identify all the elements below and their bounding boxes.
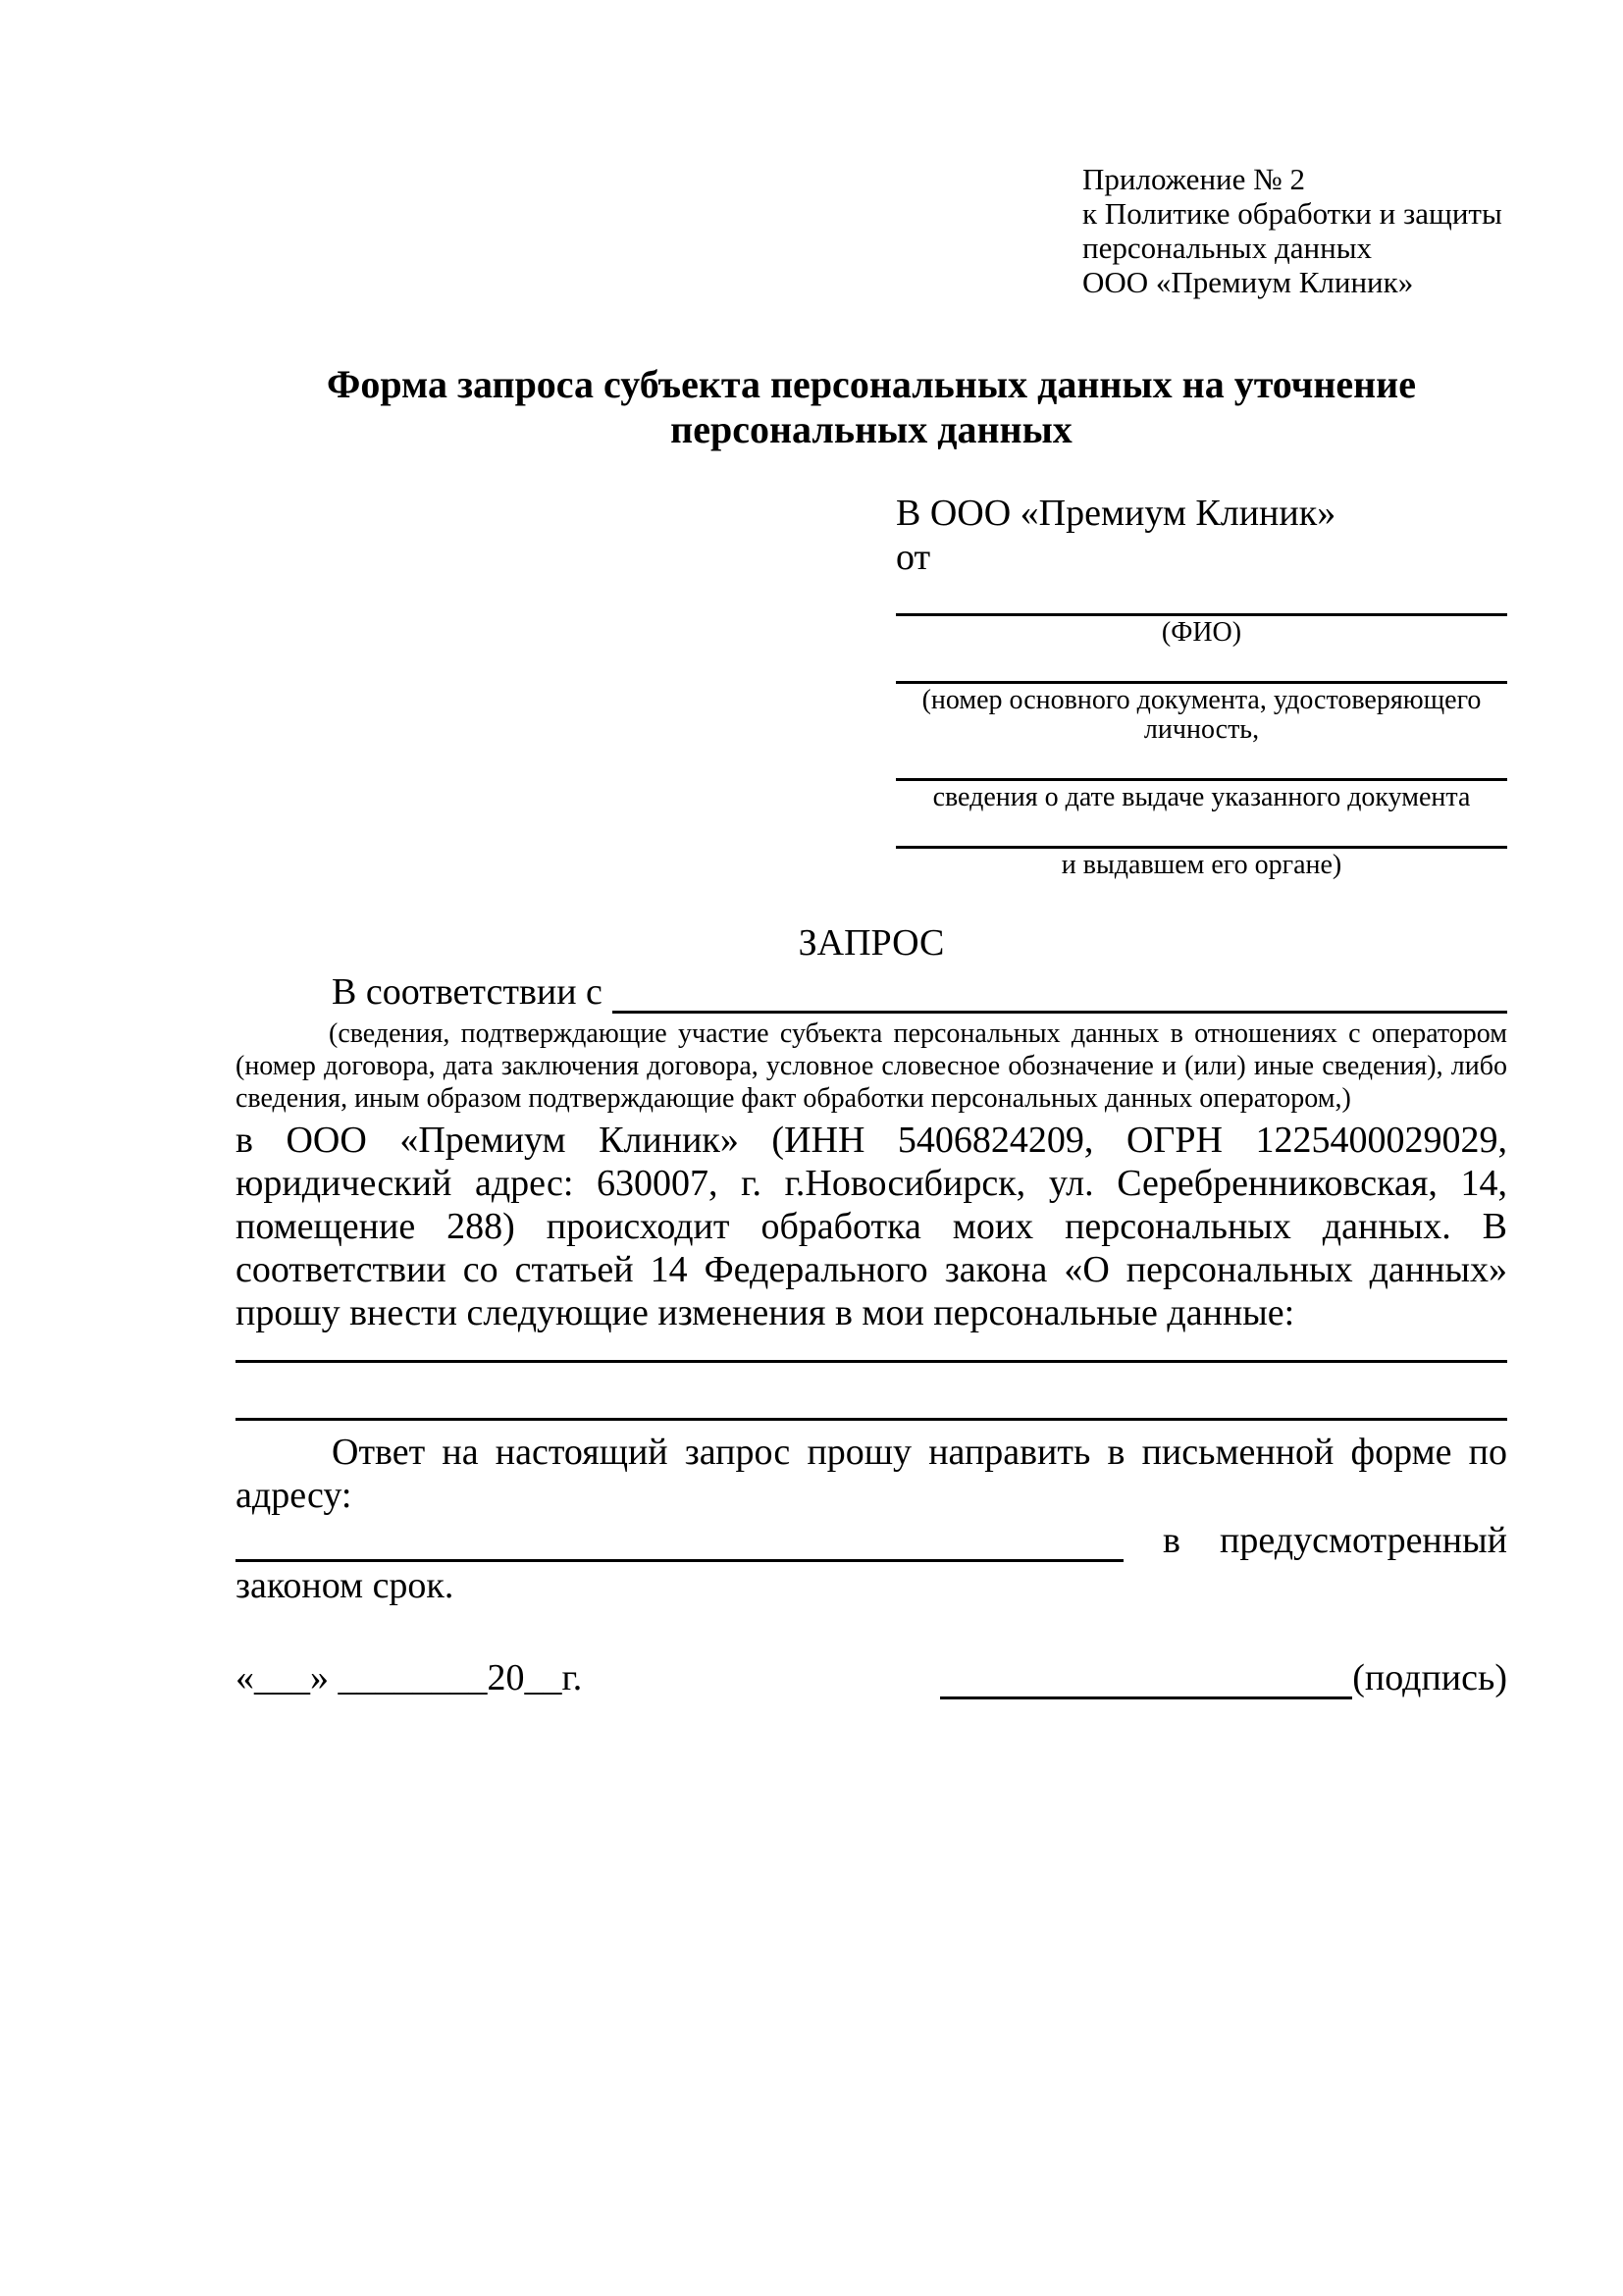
issuing-authority-caption: и выдавшем его органе) [1061, 850, 1342, 880]
document-title-line2: персональных данных [670, 407, 1073, 451]
request-body: в ООО «Премиум Клиник» (ИНН 5406824209, ОГРН 1225400029029, юридический адрес: 630007, г. г.Новосибирск, ул. Серебренниковская, 14, помещение 288) происходит обработка моих персональных данных. В соответствии со статьей 14 Федерального закона «О персональных данных» прошу внести следующие изменения в мои персональные данные: [236, 1120, 1507, 1333]
document-title [236, 362, 1507, 452]
attachment-note-line2: к Политике обработки и защиты [1082, 196, 1502, 231]
basis-line [236, 970, 1507, 1014]
signature-group [940, 1656, 1507, 1699]
signature-caption: (подпись) [1352, 1657, 1507, 1698]
date-line: «___» ________20__г. [236, 1657, 583, 1698]
fio-caption: (ФИО) [1161, 617, 1242, 648]
reply-closing: законом срок. [236, 1565, 454, 1606]
request-heading: ЗАПРОС [798, 922, 945, 964]
addressee-to: В ООО «Премиум Клиник» [896, 493, 1336, 534]
document-number-blank-line [896, 648, 1507, 684]
attachment-note-line3: персональных данных [1082, 231, 1373, 265]
basis-blank-line [612, 977, 1507, 1014]
reply-paragraph: Ответ на настоящий запрос прошу направить в письменной форме по адресу: [236, 1432, 1507, 1516]
document-content [236, 154, 1507, 1699]
reply-tail-word1: в [1163, 1520, 1180, 1561]
changes-blank-line-1 [236, 1360, 1507, 1363]
address-blank-line [236, 1526, 1124, 1562]
signature-blank-line [940, 1663, 1352, 1699]
document-number-caption: (номер основного документа, удостоверяющего личность, [921, 685, 1482, 745]
reply-address-line [236, 1519, 1507, 1562]
attachment-note-line4: ООО «Премиум Клиник» [1082, 265, 1414, 299]
issuing-authority-blank-line [896, 812, 1507, 849]
attachment-note [1082, 162, 1507, 299]
issue-date-blank-line [896, 745, 1507, 781]
reply-tail-word2: предусмотренный [1220, 1520, 1507, 1561]
attachment-note-line1: Приложение № 2 [1082, 162, 1305, 196]
issue-date-caption: сведения о дате выдаче указанного документа [932, 782, 1471, 812]
basis-note: (сведения, подтверждающие участие субъекта персональных данных в отношениях с оператором (номер договора, дата заключения договора, условное словесное обозначение и (или) иные сведения), либо сведения, иным образом подтверждающие факт обработки персональных данных оператором,) [236, 1018, 1507, 1114]
changes-blank-line-2 [236, 1418, 1507, 1421]
document-title-line1: Форма запроса субъекта персональных данных на уточнение [327, 362, 1416, 406]
date-signature-row [236, 1656, 1507, 1699]
addressee-block [896, 492, 1507, 880]
fio-blank-line [896, 580, 1507, 616]
basis-label: В соответствии с [332, 971, 602, 1013]
addressee-from-label: от [896, 537, 931, 578]
